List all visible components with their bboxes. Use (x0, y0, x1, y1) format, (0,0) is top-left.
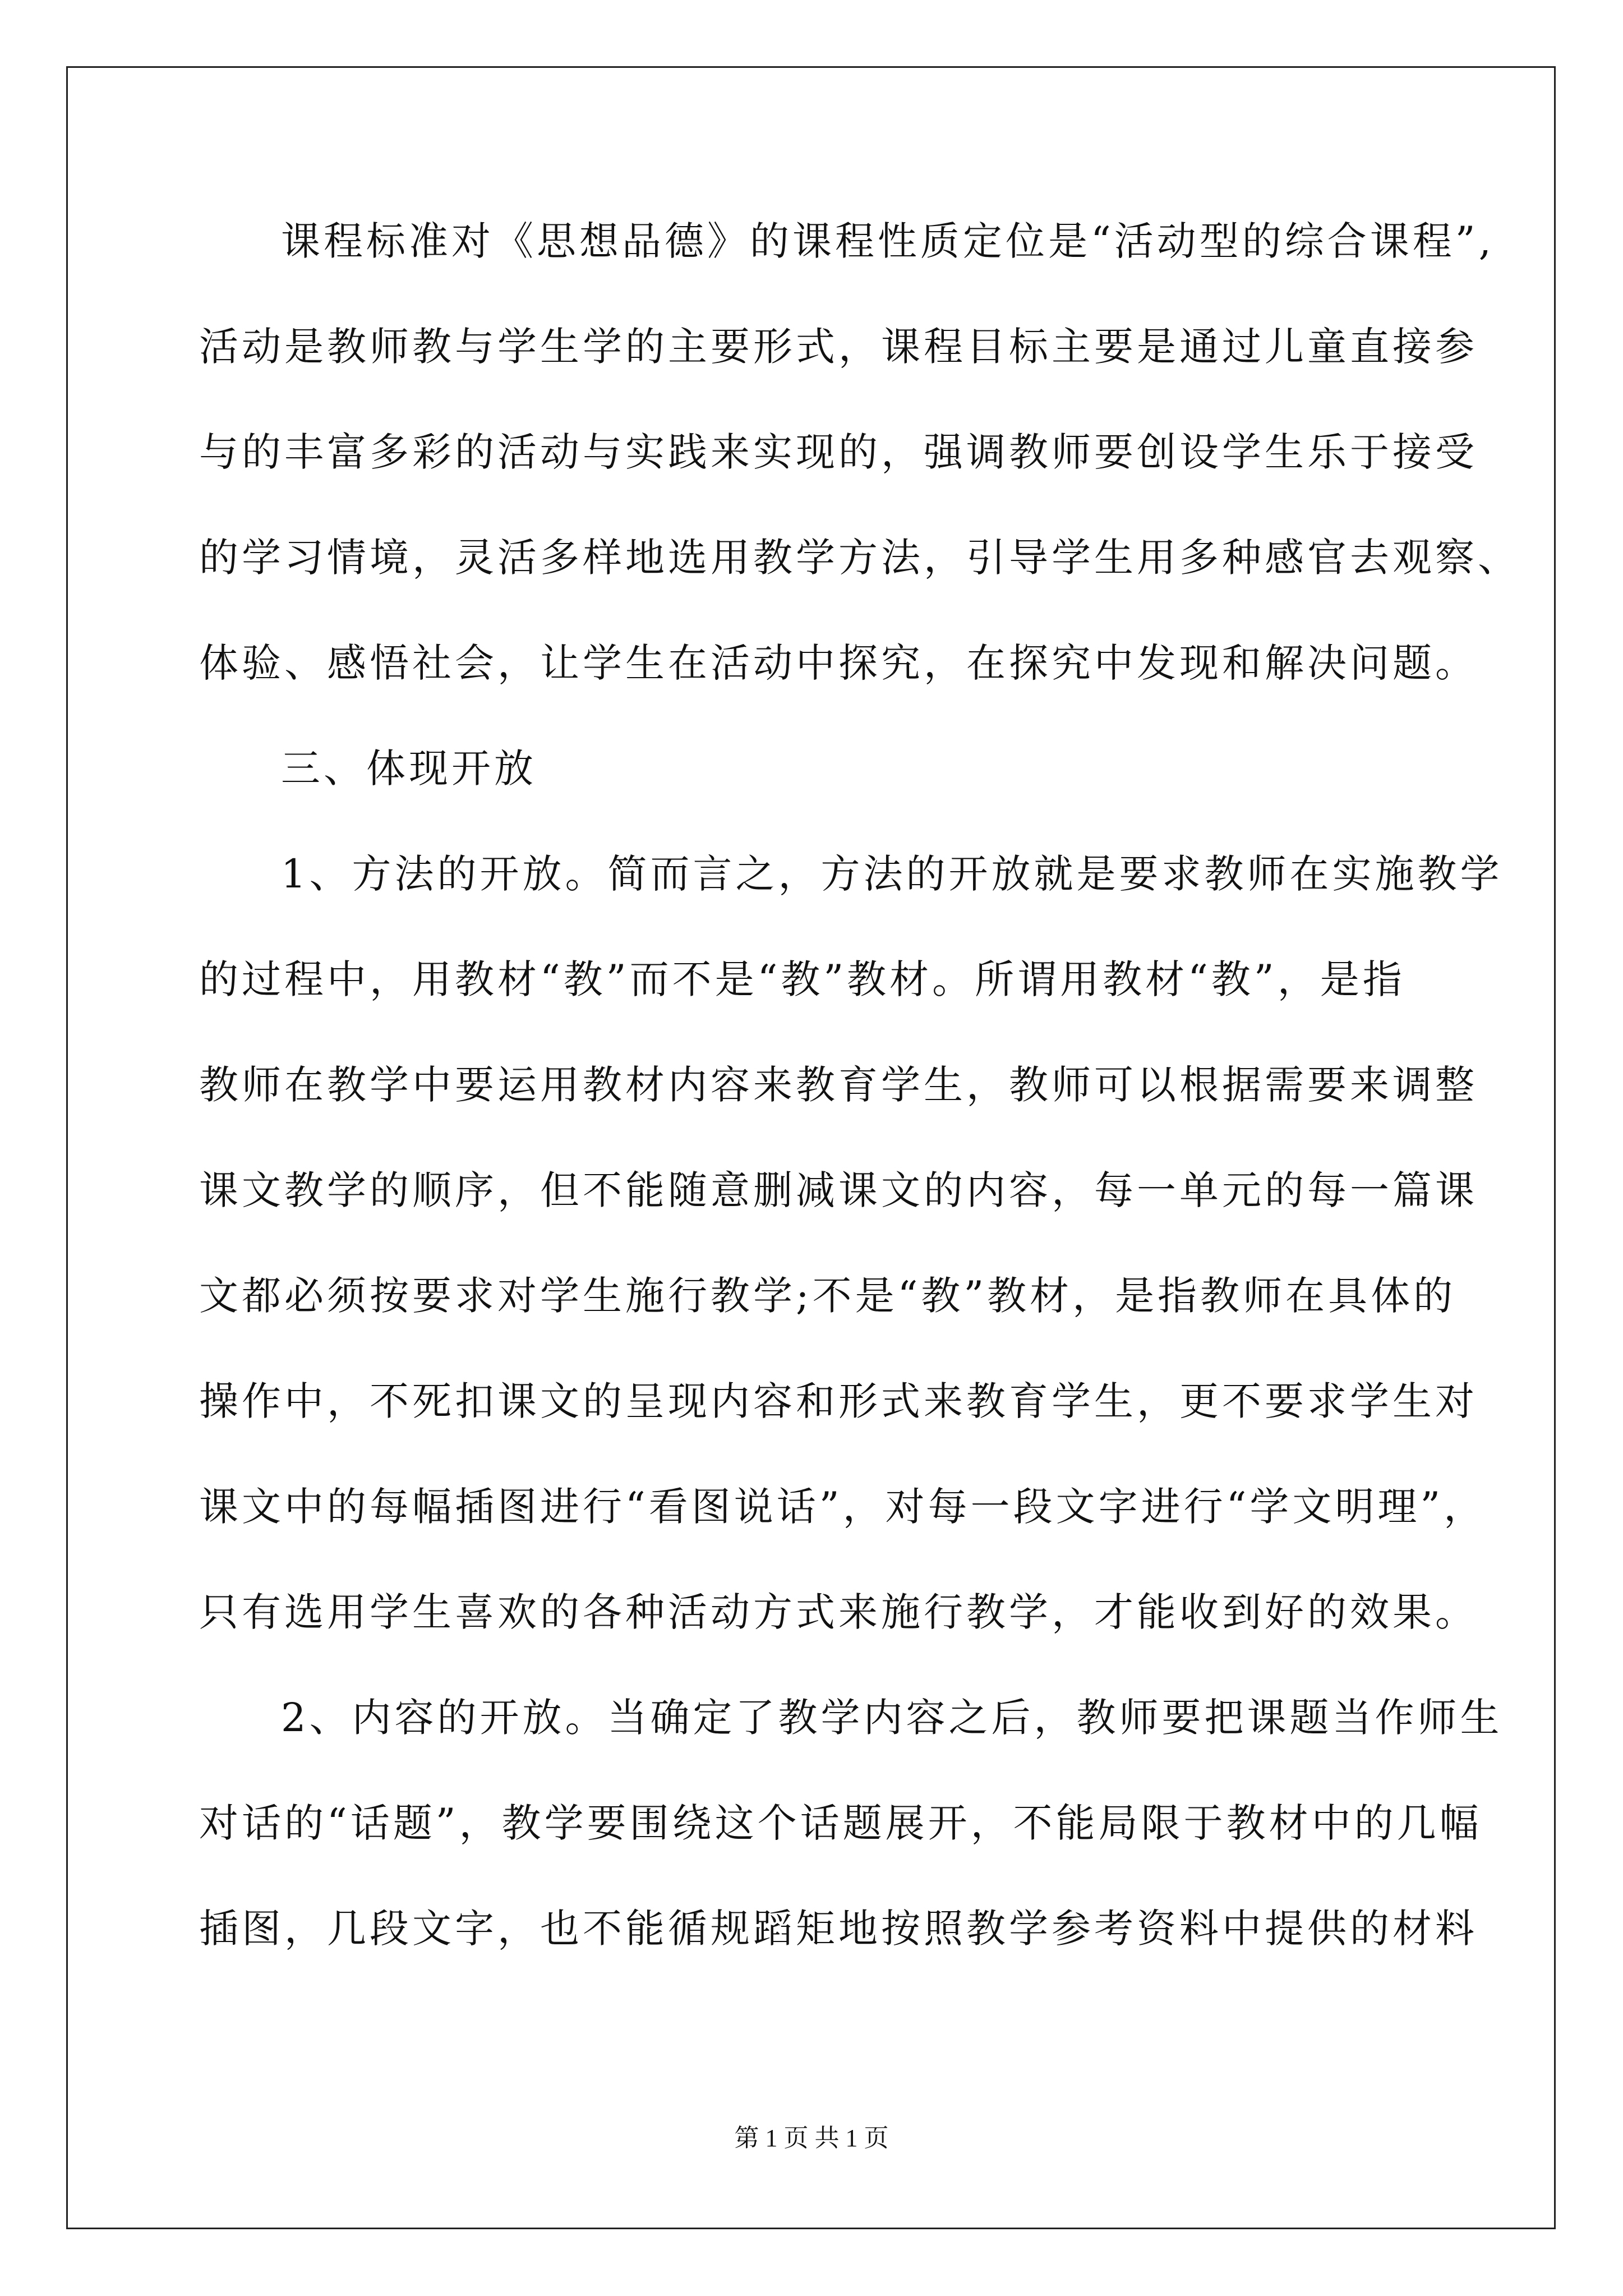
page-number-footer: 第 1 页 共 1 页 (734, 2124, 889, 2152)
text-line: 与的丰富多彩的活动与实践来实现的，强调教师要创设学生乐于接受 (199, 429, 1478, 475)
text-line: 文都必须按要求对学生施行教学;不是“教”教材，是指教师在具体的 (199, 1273, 1456, 1319)
text-line: 的过程中，用教材“教”而不是“教”教材。所谓用教材“教”，是指 (199, 956, 1405, 1002)
text-line: 操作中，不死扣课文的呈现内容和形式来教育学生，更不要求学生对 (199, 1378, 1478, 1424)
text-line: 对话的“话题”，教学要围绕这个话题展开，不能局限于教材中的几幅 (199, 1800, 1482, 1846)
text-line: 的学习情境，灵活多样地选用教学方法，引导学生用多种感官去观察、 (199, 535, 1520, 581)
text-line: 只有选用学生喜欢的各种活动方式来施行教学，才能收到好的效果。 (199, 1589, 1478, 1635)
text-line: 体验、感悟社会，让学生在活动中探究，在探究中发现和解决问题。 (199, 640, 1478, 686)
text-line: 课文教学的顺序，但不能随意删减课文的内容，每一单元的每一篇课 (199, 1167, 1478, 1213)
document-body (199, 216, 1520, 2009)
text-line: 1、方法的开放。简而言之，方法的开放就是要求教师在实施教学 (281, 851, 1503, 897)
text-line: 插图，几段文字，也不能循规蹈矩地按照教学参考资料中提供的材料 (199, 1906, 1478, 1952)
text-line: 活动是教师教与学生学的主要形式，课程目标主要是通过儿童直接参 (199, 324, 1478, 370)
text-line: 课程标准对《思想品德》的课程性质定位是“活动型的综合课程”, (281, 218, 1495, 264)
text-line: 课文中的每幅插图进行“看图说话”，对每一段文字进行“学文明理”， (199, 1484, 1487, 1530)
section-heading: 三、体现开放 (281, 746, 537, 792)
text-line: 教师在教学中要运用教材内容来教育学生，教师可以根据需要来调整 (199, 1062, 1478, 1108)
text-line: 2、内容的开放。当确定了教学内容之后，教师要把课题当作师生 (281, 1695, 1503, 1741)
